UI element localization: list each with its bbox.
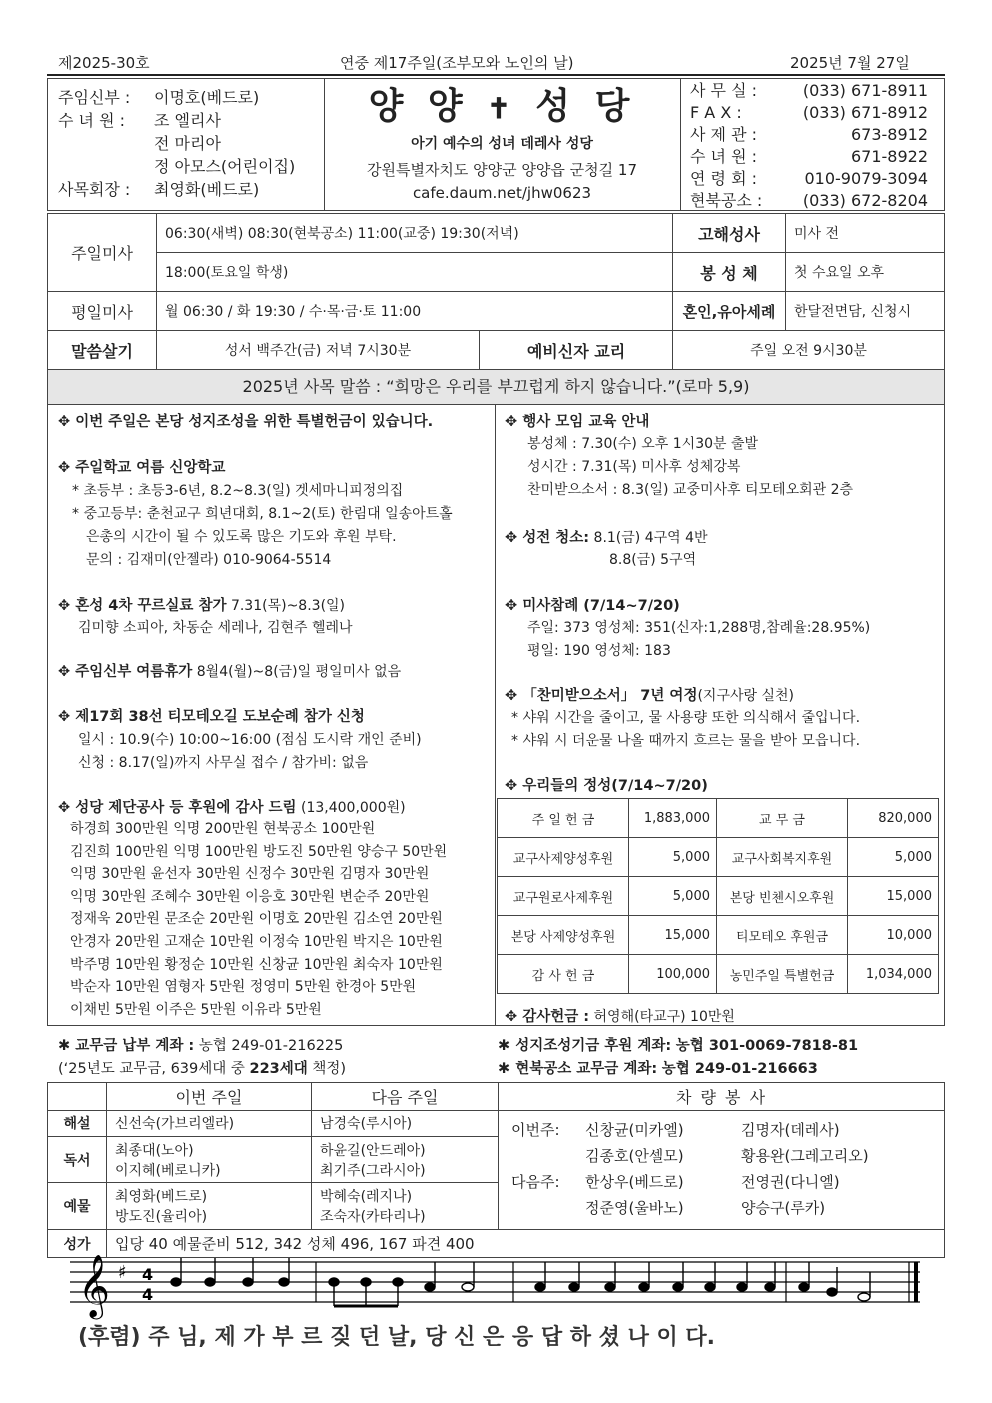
donor-row: 박순자 10만원 염형자 5만원 정영미 5만원 한경아 5만원: [70, 979, 417, 996]
account-holyland: ✱ 성지조성기금 후원 계좌: 농협 301-0069-7818-81: [498, 1038, 859, 1054]
liturgy-title: 연중 제17주일(조부모와 노인의 날): [340, 54, 574, 72]
donor-row: 정재욱 20만원 문조순 20만원 이명호 20만원 김소연 20만원: [70, 911, 443, 928]
offering-row: [498, 955, 939, 994]
hymn-numbers: 입당 40 예물준비 512, 342 성체 496, 167 파견 400: [107, 1230, 945, 1258]
diamond-icon: ✥: [58, 800, 76, 816]
car-driver: 김종호(안셀모): [585, 1147, 684, 1165]
duty-label-offertory: 예물: [48, 1183, 107, 1230]
pilgrimage-line: 일시 : 10.9(수) 10:00~16:00 (점심 도시락 개인 준비): [78, 732, 422, 748]
psalm-refrain-staff: [70, 1250, 930, 1320]
refrain-lyrics: (후렴) 주 님, 제 가 부 르 짖 던 날, 당 신 은 응 답 하 셨 나 이 다.: [78, 1325, 715, 1350]
notice-cleaning: ✥ 성전 청소: 8.1(금) 4구역 4반: [505, 530, 708, 546]
contact-label: 사 무 실 :: [690, 81, 758, 100]
header-divider: [47, 74, 945, 76]
staff-name: 전 마리아: [154, 134, 221, 153]
car-service-list: [511, 1111, 932, 1229]
offering-name: 교구사회복지후원: [717, 838, 848, 877]
offering-amount: 820,000: [848, 799, 939, 838]
issue-number: 제2025-30호: [58, 54, 150, 72]
offering-name: 감 사 헌 금: [498, 955, 629, 994]
weekday-mass-times: 월 06:30 / 화 19:30 / 수·목·금·토 11:00: [157, 292, 673, 331]
staff-row: [58, 86, 295, 109]
duty-label-reading: 독서: [48, 1136, 107, 1183]
church-subtitle: 아기 예수의 성녀 데레사 성당: [411, 136, 593, 152]
duty-label-commentary: 해설: [48, 1111, 107, 1137]
notice-pilgrimage: ✥ 제17회 38선 티모테오길 도보순례 참가 신청: [58, 709, 365, 725]
laudato-line: * 샤워 시 더운물 나올 때까지 흐르는 물을 받아 모읍니다.: [511, 733, 861, 749]
contact-row: [690, 80, 928, 102]
offering-name: 티모테오 후원금: [717, 916, 848, 955]
diamond-icon: ✥: [58, 414, 76, 430]
cursillo-participants: 김미향 소피아, 차동순 세레나, 김현주 헬레나: [78, 620, 353, 636]
svg-text:4: 4: [142, 1285, 154, 1304]
reading-next: [312, 1136, 499, 1183]
church-name: [324, 84, 680, 131]
contact-row: [690, 124, 928, 146]
notice-events: ✥ 행사 모임 교육 안내: [505, 414, 650, 430]
offering-name: 교 무 금: [717, 799, 848, 838]
car-driver: 김명자(데레사): [741, 1121, 840, 1139]
sunday-mass-label: 주일미사: [48, 214, 157, 292]
notice-thanks-offering: ✥ 감사헌금 : 허영해(타교구) 10만원: [505, 1009, 735, 1025]
offering-name: 농민주일 특별헌금: [717, 955, 848, 994]
offertory-this: [107, 1183, 312, 1230]
offering-name: 본당 사제양성후원: [498, 916, 629, 955]
duty-table: [47, 1082, 945, 1258]
notice-special-offering: ✥ 이번 주일은 본당 성지조성을 위한 특별헌금이 있습니다.: [58, 414, 434, 430]
donor-row: 익명 30만원 조혜수 30만원 이응호 30만원 변순주 20만원: [70, 888, 430, 905]
staff-role: 사목회장 :: [58, 180, 131, 199]
diamond-icon: ✥: [58, 598, 76, 614]
offering-amount: 15,000: [629, 916, 717, 955]
car-this-label: 이번주:: [511, 1121, 560, 1139]
donor-row: 안경자 20만원 고재순 10만원 이정숙 10만원 박지은 10만원: [70, 933, 443, 950]
attendance-line: 평일: 190 영성체: 183: [527, 643, 671, 659]
offering-row: [498, 799, 939, 838]
reader-name: 이지혜(베로니카): [115, 1162, 221, 1179]
offering-row: [498, 916, 939, 955]
event-line: 찬미받으소서 : 8.3(일) 교중미사후 티모테오회관 2층: [527, 482, 854, 498]
car-service-header: 차 량 봉 사: [499, 1083, 945, 1111]
contact-value: (033) 671-8912: [802, 103, 928, 122]
diamond-icon: ✥: [505, 778, 523, 794]
car-driver: 정준영(울바노): [585, 1199, 684, 1217]
church-block: [324, 84, 680, 202]
donor-list: [70, 818, 447, 1021]
notice-offerings: ✥ 우리들의 정성(7/14~7/20): [505, 778, 708, 794]
contact-value: (033) 671-8911: [802, 81, 928, 100]
reader-name: 최기주(그라시아): [320, 1162, 426, 1179]
car-driver: 황용완(그레고리오): [741, 1147, 869, 1165]
car-driver: 양승구(루카): [741, 1199, 826, 1217]
notice-summer-school: ✥ 주일학교 여름 신앙학교: [58, 460, 226, 476]
notice-cursillo: ✥ 혼성 4차 꾸르실료 참가 7.31(목)~8.3(일): [58, 598, 346, 614]
staff-row: [58, 155, 295, 178]
mass-schedule-table: [47, 213, 945, 370]
offering-amount: 5,000: [629, 838, 717, 877]
account-dues-note: (‘25년도 교무금, 639세대 중 223세대 책정): [58, 1061, 347, 1077]
church-website[interactable]: cafe.daum.net/jhw0623: [412, 184, 592, 202]
summer-school-line: 은총의 시간이 될 수 있도록 많은 기도와 후원 부탁.: [86, 529, 397, 545]
contact-value: (033) 672-8204: [802, 191, 928, 210]
reader-name: 최종대(노아): [115, 1142, 194, 1159]
offering-name: 본당 빈첸시오후원: [717, 877, 848, 916]
notice-laudato-si: ✥ 「찬미받으소서」 7년 여정(지구사랑 실천): [505, 688, 794, 704]
issue-date: 2025년 7월 27일: [790, 54, 910, 72]
staff-row: [58, 178, 295, 201]
contact-value: 010-9079-3094: [804, 169, 928, 188]
contact-value: 671-8922: [850, 147, 928, 166]
svg-text:4: 4: [142, 1265, 154, 1284]
cleaning-line: 8.8(금) 5구역: [609, 552, 697, 568]
staff-name: 이명호(베드로): [154, 88, 260, 107]
catechumen-value: 주일 오전 9시30분: [673, 331, 945, 370]
offering-name: 교구원로사제후원: [498, 877, 629, 916]
offering-amount: 1,883,000: [629, 799, 717, 838]
contact-value: 673-8912: [850, 125, 928, 144]
offering-amount: 5,000: [629, 877, 717, 916]
diamond-icon: ✥: [505, 1009, 523, 1025]
cross-icon: ✝: [487, 92, 517, 125]
summer-school-line: * 중고등부: 춘천교구 희년대회, 8.1~2(토) 한림대 일송아트홀: [72, 506, 453, 522]
summer-school-line: * 초등부 : 초등3-6년, 8.2~8.3(일) 겟세마니피정의집: [72, 483, 404, 499]
car-driver: 전영권(다니엘): [741, 1173, 840, 1191]
contact-row: [690, 168, 928, 190]
church-name-part1: 양 양: [368, 85, 469, 127]
church-address: 강원특별자치도 양양군 양양읍 군청길 17: [366, 161, 637, 179]
diamond-icon: ✥: [505, 530, 523, 546]
offering-amount: 10,000: [848, 916, 939, 955]
staff-name: 조 엘리사: [154, 111, 221, 130]
offerings-table: [497, 798, 939, 994]
donor-row: 익명 30만원 윤선자 30만원 신정수 30만원 김명자 30만원: [70, 866, 430, 883]
offertory-name: 조숙자(카타리나): [320, 1209, 426, 1226]
offering-name: 교구사제양성후원: [498, 838, 629, 877]
car-driver: 신창균(미카엘): [585, 1121, 684, 1139]
donor-row: 이채빈 5만원 이주은 5만원 이유라 5만원: [70, 1001, 322, 1018]
offertory-name: 박혜숙(레지나): [320, 1189, 413, 1206]
offering-amount: 15,000: [848, 877, 939, 916]
donor-row: 김진희 100만원 익명 100만원 방도진 50만원 양승구 50만원: [70, 843, 448, 860]
reader-name: 하윤길(안드레아): [320, 1142, 426, 1159]
reading-this: [107, 1136, 312, 1183]
church-name-part2: 성 당: [535, 85, 636, 127]
notice-mass-attendance: ✥ 미사참례 (7/14~7/20): [505, 598, 680, 614]
staff-row: [58, 109, 295, 132]
event-line: 봉성체 : 7.30(수) 오후 1시30분 출발: [527, 436, 759, 452]
offering-amount: 1,034,000: [848, 955, 939, 994]
contact-label: 연 령 회 :: [690, 169, 758, 188]
diamond-icon: ✥: [505, 414, 523, 430]
contact-row: [690, 190, 928, 212]
treble-clef-icon: 𝄞: [78, 1254, 110, 1317]
car-next-label: 다음주:: [511, 1173, 560, 1191]
weekday-mass-label: 평일미사: [48, 292, 157, 331]
diamond-icon: ✥: [58, 664, 76, 680]
staff-role: 수 녀 원 :: [58, 111, 126, 130]
staff-name: 최영화(베드로): [154, 180, 260, 199]
notice-donation-thanks: ✥ 성당 제단공사 등 후원에 감사 드림 (13,400,000원): [58, 800, 406, 816]
pastoral-motto: 2025년 사목 말씀 : “희망은 우리를 부끄럽게 하지 않습니다.”(로마 5,9): [47, 369, 945, 405]
contact-row: [690, 146, 928, 168]
staff-row: [58, 132, 295, 155]
sunday-mass-times: 06:30(새벽) 08:30(현북공소) 11:00(교중) 19:30(저녁): [157, 214, 673, 253]
offering-row: [498, 877, 939, 916]
diamond-icon: ✥: [58, 709, 76, 725]
diamond-icon: ✥: [58, 460, 76, 476]
contact-row: [690, 102, 928, 124]
offering-row: [498, 838, 939, 877]
offering-amount: 5,000: [848, 838, 939, 877]
offertory-name: 방도진(율리아): [115, 1209, 208, 1226]
commentary-this: 신선숙(가브리엘라): [107, 1111, 312, 1137]
summer-school-contact: 문의 : 김재미(안젤라) 010-9064-5514: [86, 552, 332, 568]
offertory-name: 최영화(베드로): [115, 1189, 208, 1206]
commentary-next: 남경숙(루시아): [312, 1111, 499, 1137]
contact-label: F A X :: [690, 103, 742, 122]
account-hyeonbuk: ✱ 현북공소 교무금 계좌: 농협 249-01-216663: [498, 1061, 818, 1077]
pilgrimage-line: 신청 : 8.17(일)까지 사무실 접수 / 참가비: 없음: [78, 755, 369, 771]
next-week-header: 다음 주일: [312, 1083, 499, 1111]
car-driver: 한상우(베드로): [585, 1173, 684, 1191]
wedding-baptism-label: 혼인,유아세례: [673, 292, 786, 331]
confession-label: 고해성사: [673, 214, 786, 253]
staff-role: 주임신부 :: [58, 88, 131, 107]
diamond-icon: ✥: [505, 598, 523, 614]
account-dues: ✱ 교무금 납부 계좌 : 농협 249-01-216225: [58, 1038, 344, 1054]
saturday-mass-time: 18:00(토요일 학생): [157, 253, 673, 292]
staff-list: [58, 86, 295, 201]
word-living-value: 성서 백주간(금) 저녁 7시30분: [157, 331, 480, 370]
this-week-header: 이번 주일: [107, 1083, 312, 1111]
offering-amount: 100,000: [629, 955, 717, 994]
communion-value: 첫 수요일 오후: [786, 253, 945, 292]
confession-value: 미사 전: [786, 214, 945, 253]
wedding-baptism-value: 한달전면담, 신청시: [786, 292, 945, 331]
notice-pastor-vacation: ✥ 주임신부 여름휴가 8월4(월)~8(금)일 평일미사 없음: [58, 664, 402, 680]
laudato-line: * 샤워 시간을 줄이고, 물 사용량 또한 의식해서 줄입니다.: [511, 710, 861, 726]
duty-label-hymn: 성가: [48, 1230, 107, 1258]
diamond-icon: ✥: [505, 688, 523, 704]
donor-row: 박주명 10만원 황정순 10만원 신창균 10만원 최숙자 10만원: [70, 956, 443, 973]
offering-name: 주 일 헌 금: [498, 799, 629, 838]
donor-row: 하경희 300만원 익명 200만원 현북공소 100만원: [70, 821, 376, 837]
contact-label: 현북공소 :: [690, 191, 763, 210]
attendance-line: 주일: 373 영성체: 351(신자:1,288명,참례율:28.95%): [527, 620, 871, 636]
svg-text:♯: ♯: [118, 1262, 127, 1283]
contact-label: 수 녀 원 :: [690, 147, 758, 166]
catechumen-label: 예비신자 교리: [480, 331, 673, 370]
word-living-label: 말씀살기: [48, 331, 157, 370]
event-line: 성시간 : 7.31(목) 미사후 성체강복: [527, 459, 741, 475]
offertory-next: [312, 1183, 499, 1230]
contact-list: [690, 80, 928, 212]
communion-label: 봉 성 체: [673, 253, 786, 292]
staff-name: 정 아모스(어린이집): [154, 157, 296, 176]
contact-label: 사 제 관 :: [690, 125, 758, 144]
